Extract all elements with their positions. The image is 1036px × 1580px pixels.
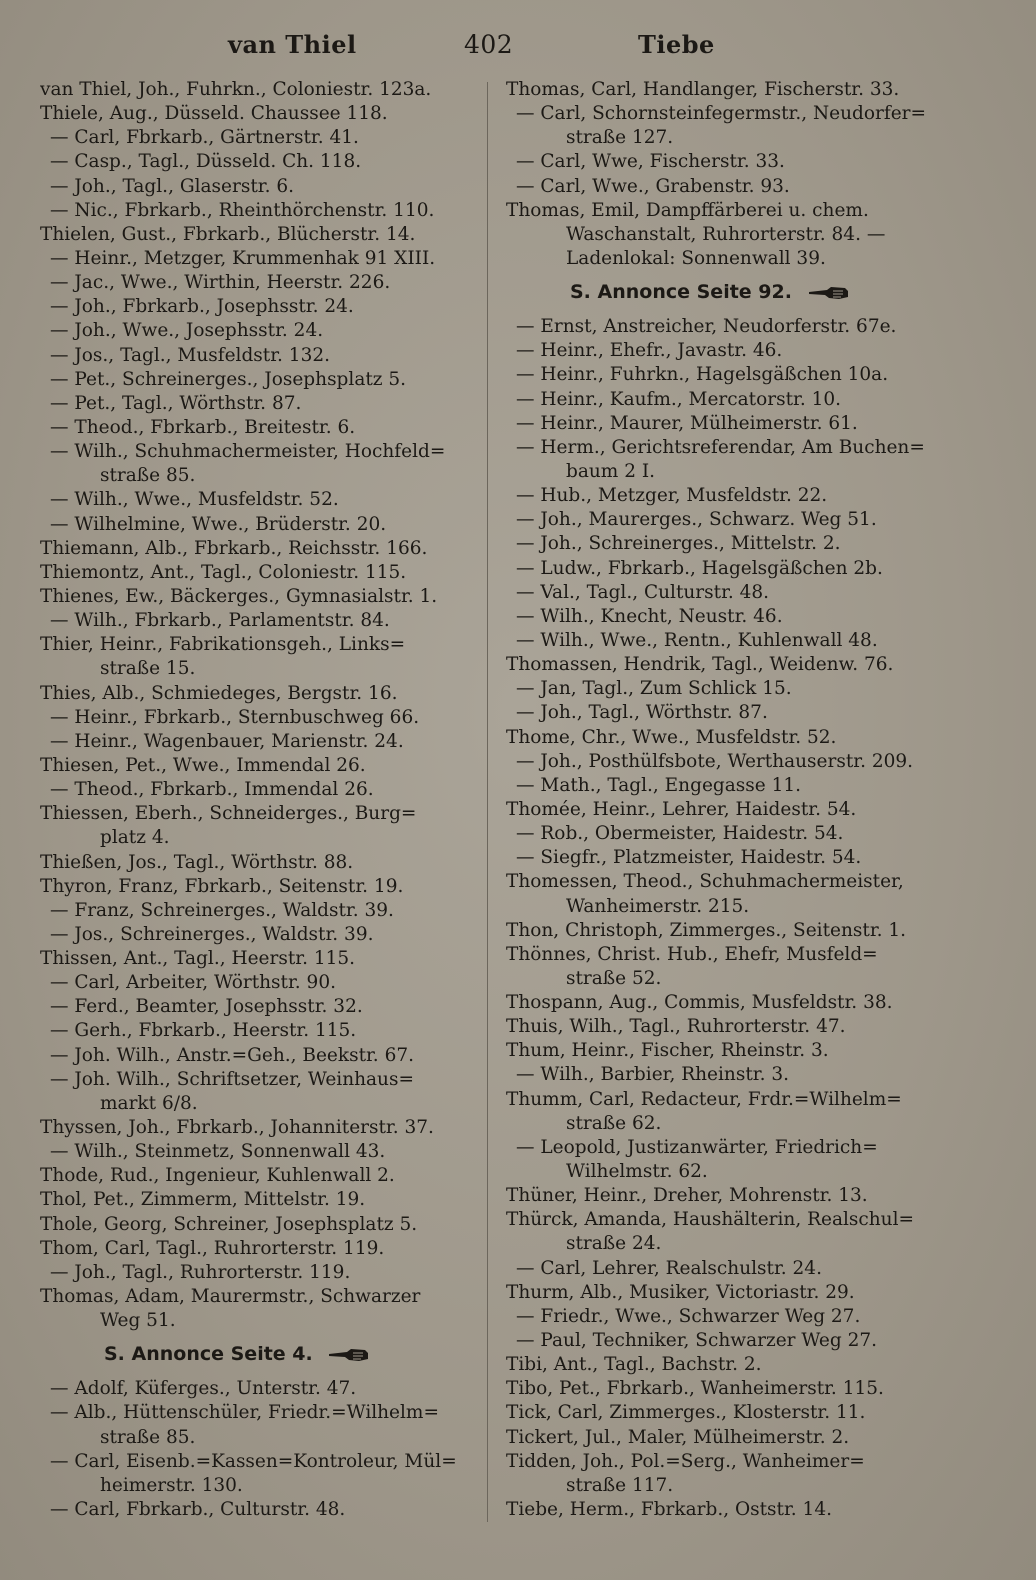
right-column <box>506 78 956 1522</box>
directory-entry: Thyssen, Joh., Fbrkarb., Johanniterstr. 37. <box>40 1117 434 1139</box>
page-number: 402 <box>464 30 514 59</box>
directory-entry: Thießen, Jos., Tagl., Wörthstr. 88. <box>40 851 354 873</box>
directory-entry: straße 24. <box>566 1233 662 1255</box>
directory-entry: Thon, Christoph, Zimmerges., Seitenstr. 1. <box>506 919 907 941</box>
directory-entry: — Franz, Schreinerges., Waldstr. 39. <box>50 899 394 921</box>
directory-entry: Thönnes, Christ. Hub., Ehefr, Musfeld= <box>506 943 878 965</box>
directory-entry: — Joh., Tagl., Glaserstr. 6. <box>50 175 294 197</box>
directory-entry: — Heinr., Fbrkarb., Sternbuschweg 66. <box>50 706 420 728</box>
directory-entry: — Jos., Tagl., Musfeldstr. 132. <box>50 344 331 366</box>
directory-entry: Thissen, Ant., Tagl., Heerstr. 115. <box>40 948 356 970</box>
directory-entry: — Heinr., Wagenbauer, Marienstr. 24. <box>50 730 404 752</box>
directory-entry: — Wilh., Wwe., Rentn., Kuhlenwall 48. <box>516 629 878 651</box>
directory-entry: — Casp., Tagl., Düsseld. Ch. 118. <box>50 151 362 173</box>
directory-entry: van Thiel, Joh., Fuhrkn., Coloniestr. 123a. <box>40 79 432 100</box>
directory-entry: — Leopold, Justizanwärter, Friedrich= <box>516 1136 878 1158</box>
directory-entry: Thome, Chr., Wwe., Musfeldstr. 52. <box>506 726 837 748</box>
directory-entry: platz 4. <box>100 827 170 849</box>
directory-entry: Thurm, Alb., Musiker, Victoriastr. 29. <box>506 1281 855 1303</box>
directory-entry: — Carl, Arbeiter, Wörthstr. 90. <box>50 972 336 994</box>
directory-entry: — Rob., Obermeister, Haidestr. 54. <box>516 823 844 845</box>
directory-entry: Thomassen, Hendrik, Tagl., Weidenw. 76. <box>506 654 894 676</box>
directory-entry: Thüner, Heinr., Dreher, Mohrenstr. 13. <box>506 1185 868 1207</box>
directory-entry: — Joh., Maurerges., Schwarz. Weg 51. <box>516 509 877 531</box>
directory-entry: Thomas, Emil, Dampffärberei u. chem. <box>506 199 869 221</box>
right-annonce <box>506 279 956 305</box>
directory-entry: Tidden, Joh., Pol.=Serg., Wanheimer= <box>506 1450 865 1472</box>
directory-entry: — Heinr., Fuhrkn., Hagelsgäßchen 10a. <box>516 364 889 386</box>
directory-entry: baum 2 I. <box>566 460 656 482</box>
left-entries <box>40 78 490 1333</box>
directory-entry: — Joh., Posthülfsbote, Werthauserstr. 209. <box>516 750 914 772</box>
directory-entry: Thielen, Gust., Fbrkarb., Blücherstr. 14. <box>40 223 416 245</box>
directory-entry: — Ludw., Fbrkarb., Hagelsgäßchen 2b. <box>516 557 883 579</box>
directory-entry: Tibo, Pet., Fbrkarb., Wanheimerstr. 115. <box>506 1378 884 1400</box>
right-entries-after <box>506 315 956 1522</box>
directory-entry: — Joh. Wilh., Schriftsetzer, Weinhaus= <box>50 1068 414 1090</box>
directory-entry: — Hub., Metzger, Musfeldstr. 22. <box>516 485 828 507</box>
directory-entry: — Ernst, Anstreicher, Neudorferstr. 67e. <box>516 316 897 338</box>
directory-entry: — Siegfr., Platzmeister, Haidestr. 54. <box>516 847 862 869</box>
directory-entry: — Paul, Techniker, Schwarzer Weg 27. <box>516 1330 877 1352</box>
directory-entry: — Jan, Tagl., Zum Schlick 15. <box>516 678 792 700</box>
directory-entry: Thier, Heinr., Fabrikationsgeh., Links= <box>40 634 406 656</box>
directory-entry: — Gerh., Fbrkarb., Heerstr. 115. <box>50 1020 357 1042</box>
directory-entry: Thum, Heinr., Fischer, Rheinstr. 3. <box>506 1040 829 1062</box>
directory-entry: Thiemann, Alb., Fbrkarb., Reichsstr. 166. <box>40 537 428 559</box>
directory-entry: — Heinr., Kaufm., Mercatorstr. 10. <box>516 388 842 410</box>
directory-entry: — Pet., Schreinerges., Josephsplatz 5. <box>50 368 407 390</box>
directory-entry: Thole, Georg, Schreiner, Josephsplatz 5. <box>40 1213 418 1235</box>
directory-entry: — Joh., Wwe., Josephsstr. 24. <box>50 320 324 342</box>
directory-entry: Tibi, Ant., Tagl., Bachstr. 2. <box>506 1354 762 1376</box>
directory-entry: straße 117. <box>566 1474 674 1496</box>
directory-entry: Weg 51. <box>100 1310 176 1332</box>
directory-entry: — Jac., Wwe., Wirthin, Heerstr. 226. <box>50 272 391 294</box>
directory-entry: — Joh., Tagl., Wörthstr. 87. <box>516 702 768 724</box>
left-entries-after <box>40 1377 490 1522</box>
directory-entry: — Carl, Eisenb.=Kassen=Kontroleur, Mül= <box>50 1450 457 1472</box>
directory-entry: Thode, Rud., Ingenieur, Kuhlenwall 2. <box>40 1165 395 1187</box>
pointing-hand-icon <box>329 1347 369 1363</box>
directory-entry: — Wilh., Knecht, Neustr. 46. <box>516 605 783 627</box>
header-right-entry: Tiebe <box>638 30 715 59</box>
directory-entry: Thiemontz, Ant., Tagl., Coloniestr. 115. <box>40 561 407 583</box>
directory-entry: Tiebe, Herm., Fbrkarb., Oststr. 14. <box>506 1499 832 1521</box>
directory-entry: Waschanstalt, Ruhrorterstr. 84. — <box>566 223 886 245</box>
directory-entry: — Heinr., Ehefr., Javastr. 46. <box>516 340 783 362</box>
directory-entry: — Joh. Wilh., Anstr.=Geh., Beekstr. 67. <box>50 1044 414 1066</box>
directory-entry: Thom, Carl, Tagl., Ruhrorterstr. 119. <box>40 1237 385 1259</box>
left-annonce-text: S. Annonce Seite 4. <box>104 1343 313 1366</box>
directory-entry: Thumm, Carl, Redacteur, Frdr.=Wilhelm= <box>506 1088 902 1110</box>
directory-entry: — Joh., Tagl., Ruhrorterstr. 119. <box>50 1261 351 1283</box>
directory-entry: — Herm., Gerichtsreferendar, Am Buchen= <box>516 436 925 458</box>
directory-entry: straße 62. <box>566 1112 662 1134</box>
page-header <box>0 26 1036 66</box>
directory-entry: straße 15. <box>100 658 196 680</box>
directory-entry: Thospann, Aug., Commis, Musfeldstr. 38. <box>506 992 893 1014</box>
directory-entry: Wanheimerstr. 215. <box>566 895 750 917</box>
directory-entry: — Adolf, Küferges., Unterstr. 47. <box>50 1378 357 1400</box>
directory-entry: Thürck, Amanda, Haushälterin, Realschul= <box>506 1209 915 1231</box>
directory-entry: straße 127. <box>566 127 674 149</box>
directory-entry: — Wilhelmine, Wwe., Brüderstr. 20. <box>50 513 387 535</box>
directory-entry: — Heinr., Metzger, Krummenhak 91 XIII. <box>50 247 436 269</box>
directory-entry: — Wilh., Schuhmachermeister, Hochfeld= <box>50 441 446 463</box>
directory-entry: Thol, Pet., Zimmerm, Mittelstr. 19. <box>40 1189 366 1211</box>
directory-entry: Thomas, Adam, Maurermstr., Schwarzer <box>40 1286 421 1308</box>
directory-entry: Thienes, Ew., Bäckerges., Gymnasialstr. 1. <box>40 585 438 607</box>
pointing-hand-icon <box>809 285 849 301</box>
directory-entry: Thyron, Franz, Fbrkarb., Seitenstr. 19. <box>40 875 404 897</box>
directory-entry: — Theod., Fbrkarb., Immendal 26. <box>50 779 374 801</box>
left-column <box>40 78 490 1522</box>
directory-entry: — Nic., Fbrkarb., Rheinthörchenstr. 110. <box>50 199 435 221</box>
right-entries <box>506 78 956 271</box>
directory-entry: — Wilh., Steinmetz, Sonnenwall 43. <box>50 1141 386 1163</box>
directory-entry: straße 85. <box>100 1426 196 1448</box>
left-annonce <box>40 1341 490 1367</box>
directory-entry: heimerstr. 130. <box>100 1474 243 1496</box>
directory-entry: — Jos., Schreinerges., Waldstr. 39. <box>50 923 374 945</box>
directory-entry: — Joh., Fbrkarb., Josephsstr. 24. <box>50 296 354 318</box>
directory-entry: Thomée, Heinr., Lehrer, Haidestr. 54. <box>506 798 857 820</box>
directory-entry: — Carl, Wwe., Grabenstr. 93. <box>516 175 790 197</box>
directory-entry: Tickert, Jul., Maler, Mülheimerstr. 2. <box>506 1426 850 1448</box>
directory-entry: — Carl, Fbrkarb., Gärtnerstr. 41. <box>50 127 359 149</box>
directory-entry: — Pet., Tagl., Wörthstr. 87. <box>50 392 302 414</box>
directory-entry: — Wilh., Fbrkarb., Parlamentstr. 84. <box>50 610 390 632</box>
directory-entry: — Heinr., Maurer, Mülheimerstr. 61. <box>516 412 858 434</box>
directory-entry: — Wilh., Barbier, Rheinstr. 3. <box>516 1064 789 1086</box>
directory-entry: straße 52. <box>566 967 662 989</box>
directory-entry: — Carl, Fbrkarb., Culturstr. 48. <box>50 1499 346 1521</box>
directory-entry: Thiele, Aug., Düsseld. Chaussee 118. <box>40 103 388 125</box>
directory-entry: — Carl, Lehrer, Realschulstr. 24. <box>516 1257 822 1279</box>
directory-entry: — Joh., Schreinerges., Mittelstr. 2. <box>516 533 841 555</box>
directory-entry: — Theod., Fbrkarb., Breitestr. 6. <box>50 416 356 438</box>
directory-entry: — Friedr., Wwe., Schwarzer Weg 27. <box>516 1305 861 1327</box>
directory-entry: markt 6/8. <box>100 1092 198 1114</box>
directory-entry: Thomessen, Theod., Schuhmachermeister, <box>506 871 904 893</box>
right-annonce-text: S. Annonce Seite 92. <box>570 281 792 304</box>
directory-entry: — Carl, Wwe, Fischerstr. 33. <box>516 151 785 173</box>
directory-entry: — Alb., Hüttenschüler, Friedr.=Wilhelm= <box>50 1402 439 1424</box>
directory-entry: Thiesen, Pet., Wwe., Immendal 26. <box>40 754 366 776</box>
header-left-entry: van Thiel <box>228 30 357 59</box>
directory-entry: Thomas, Carl, Handlanger, Fischerstr. 33. <box>506 79 900 100</box>
directory-entry: — Wilh., Wwe., Musfeldstr. 52. <box>50 489 339 511</box>
directory-entry: — Math., Tagl., Engegasse 11. <box>516 774 801 796</box>
directory-entry: straße 85. <box>100 465 196 487</box>
directory-entry: — Val., Tagl., Culturstr. 48. <box>516 581 770 603</box>
directory-entry: Tick, Carl, Zimmerges., Klosterstr. 11. <box>506 1402 866 1424</box>
directory-entry: — Carl, Schornsteinfegermstr., Neudorfer= <box>516 103 927 125</box>
directory-entry: Thies, Alb., Schmiedeges, Bergstr. 16. <box>40 682 398 704</box>
directory-entry: Thiessen, Eberh., Schneiderges., Burg= <box>40 803 417 825</box>
directory-entry: Thuis, Wilh., Tagl., Ruhrorterstr. 47. <box>506 1016 846 1038</box>
directory-entry: — Ferd., Beamter, Josephsstr. 32. <box>50 996 363 1018</box>
directory-entry: Wilhelmstr. 62. <box>566 1161 708 1183</box>
directory-entry: Ladenlokal: Sonnenwall 39. <box>566 247 826 269</box>
